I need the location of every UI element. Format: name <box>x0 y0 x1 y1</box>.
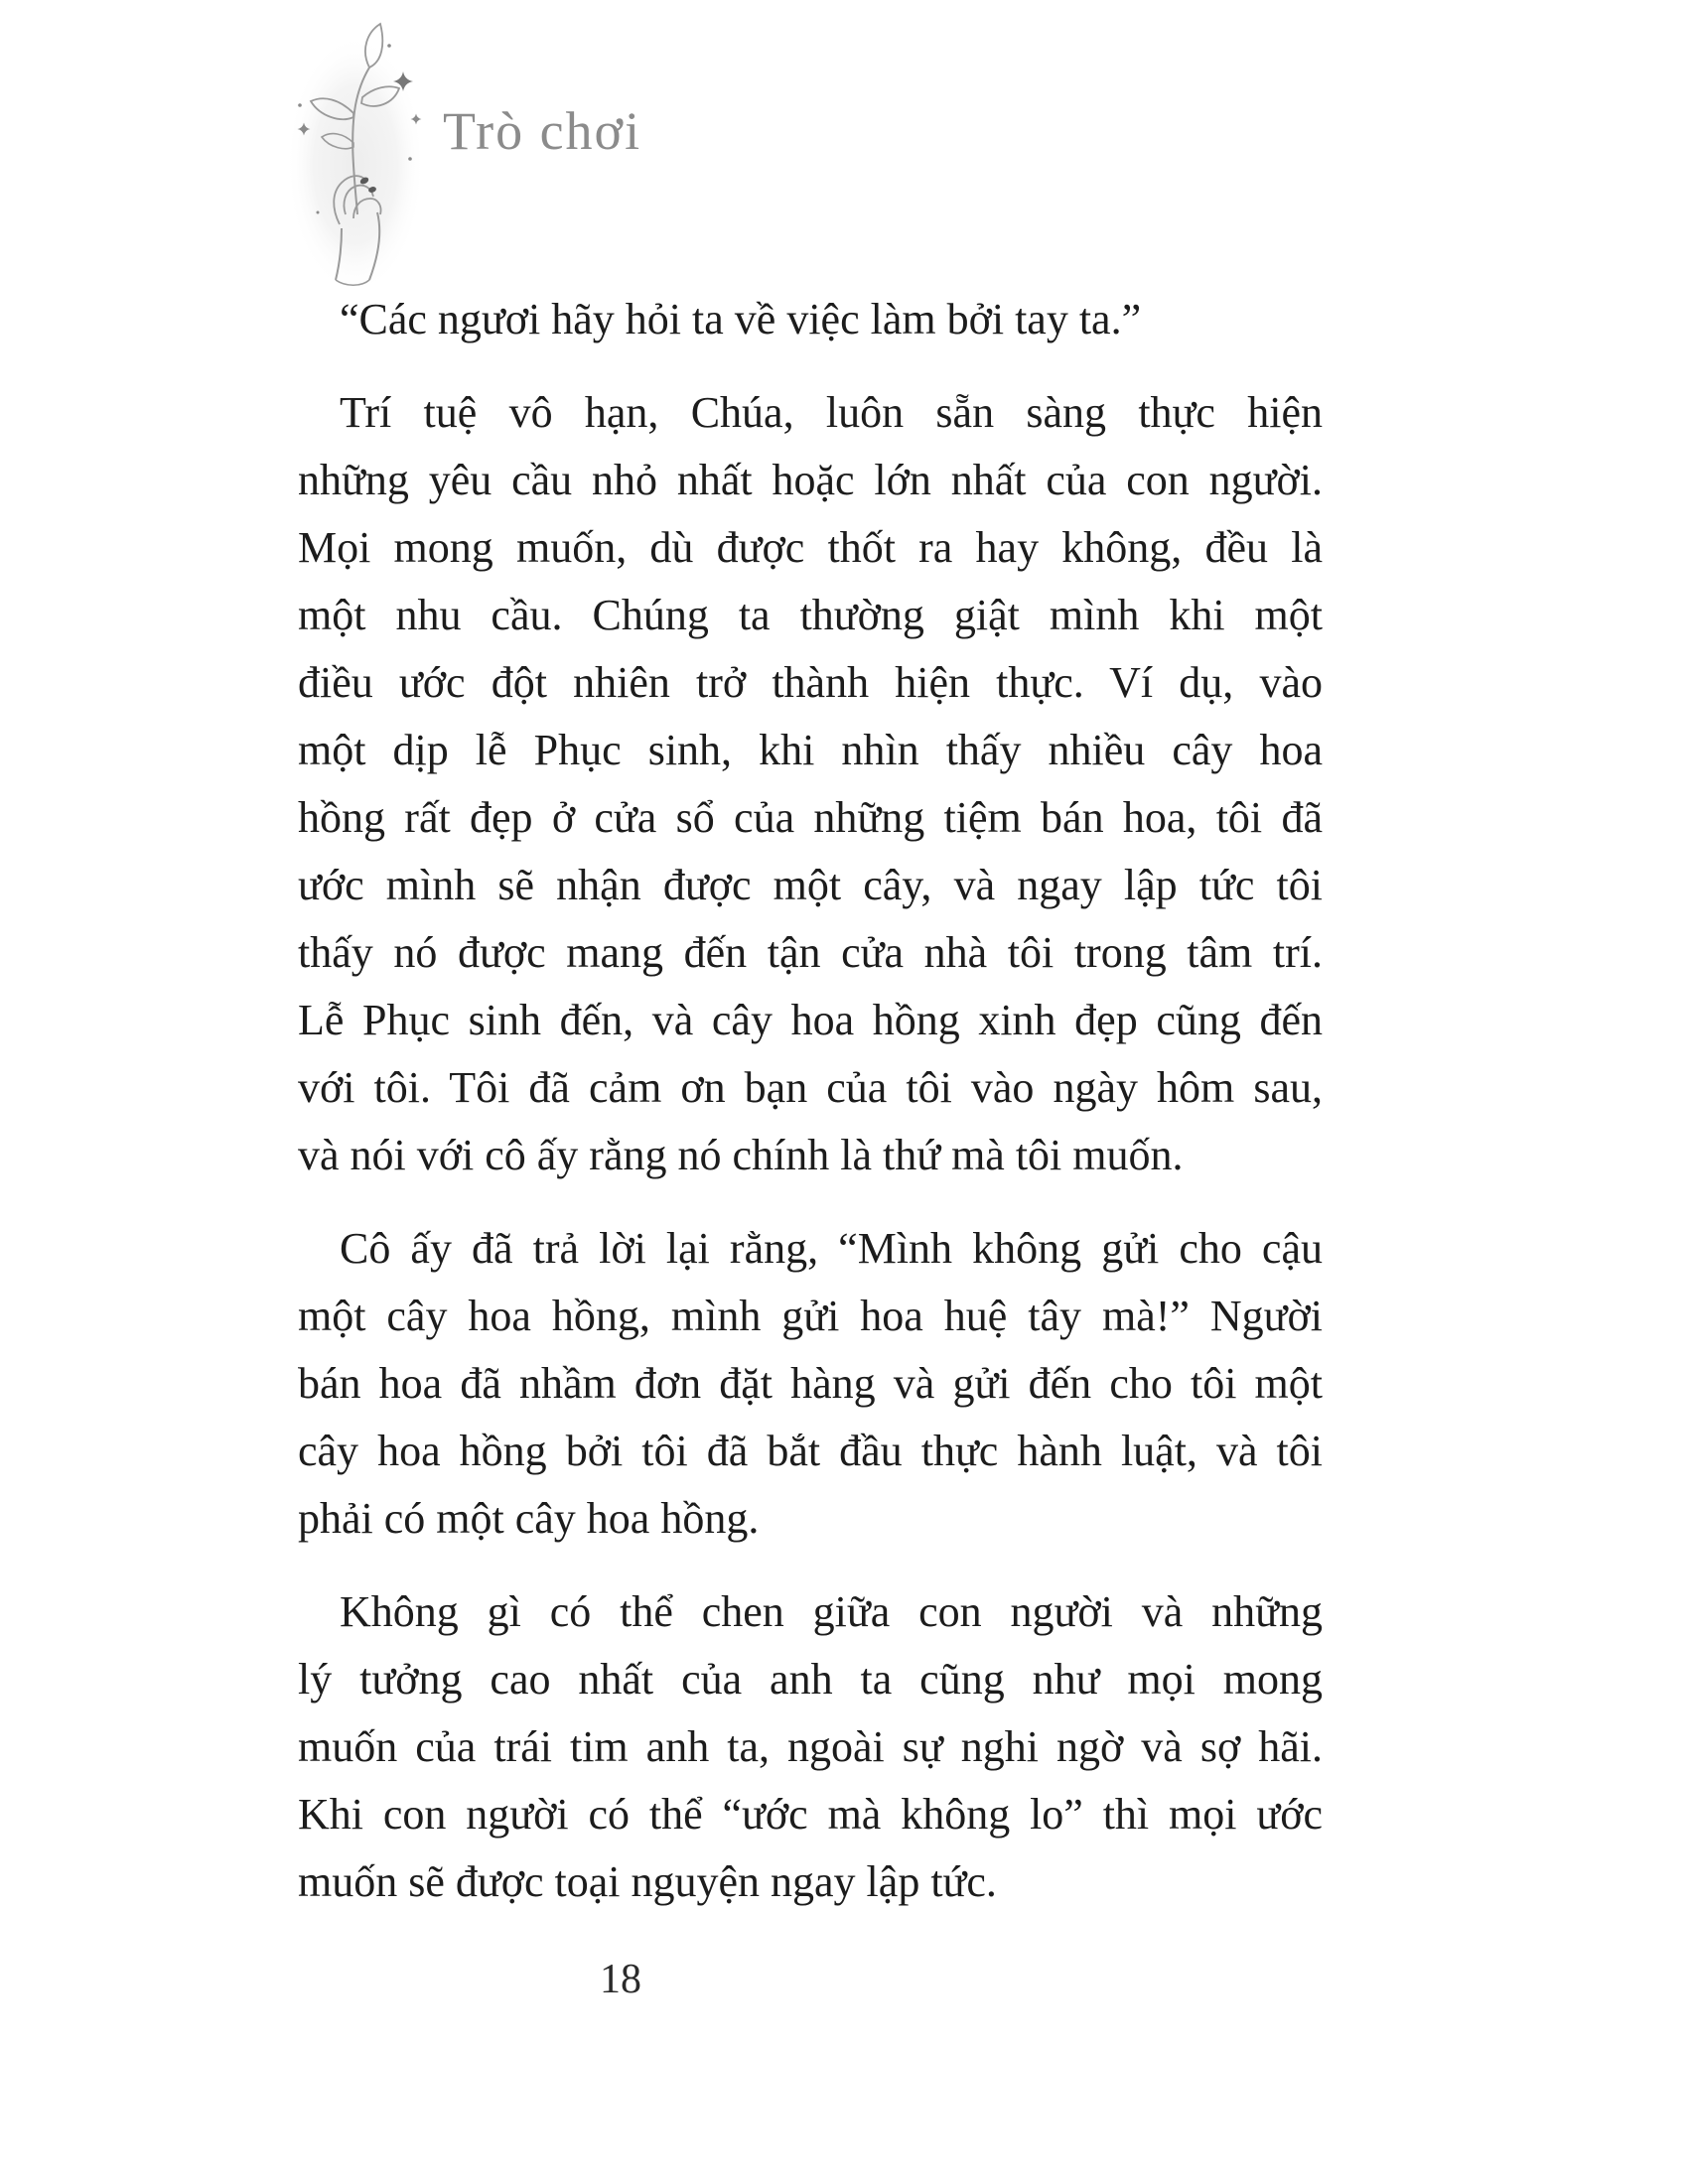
text-line: những yêu cầu nhỏ nhất hoặc lớn nhất của con người. <box>298 456 1323 504</box>
page-number: 18 <box>600 1957 641 2002</box>
text-line: bán hoa đã nhầm đơn đặt hàng và gửi đến cho tôi một <box>298 1359 1323 1408</box>
text-line: Khi con người có thể “ước mà không lo” thì mọi ước <box>298 1790 1323 1839</box>
text-line: lý tưởng cao nhất của anh ta cũng như mọi mong <box>298 1655 1323 1704</box>
text-line: một cây hoa hồng, mình gửi hoa huệ tây mà!” Người <box>298 1292 1323 1340</box>
dot <box>298 103 302 107</box>
dot <box>317 211 320 214</box>
text-line: muốn của trái tim anh ta, ngoài sự nghi ngờ và sợ hãi. <box>298 1722 1323 1771</box>
text-line: cây hoa hồng bởi tôi đã bắt đầu thực hành luật, và tôi <box>298 1427 1323 1475</box>
text-line: một nhu cầu. Chúng ta thường giật mình khi một <box>298 591 1323 639</box>
glow-ellipse <box>286 34 425 296</box>
paragraph <box>298 1215 1323 1553</box>
paragraph <box>298 1578 1323 1916</box>
text-line: Cô ấy đã trả lời lại rằng, “Mình không gửi cho cậu <box>340 1224 1323 1273</box>
paragraph <box>298 379 1323 1189</box>
dot <box>408 157 412 161</box>
text-line: Trí tuệ vô hạn, Chúa, luôn sẵn sàng thực hiện <box>340 388 1323 437</box>
text-line: với tôi. Tôi đã cảm ơn bạn của tôi vào ngày hôm sau, <box>298 1063 1323 1112</box>
text-line: muốn sẽ được toại nguyện ngay lập tức. <box>298 1857 997 1906</box>
text-line: một dịp lễ Phục sinh, khi nhìn thấy nhiều cây hoa <box>298 726 1323 774</box>
paragraph <box>298 286 1323 353</box>
hand-holding-sprig-icon <box>284 18 427 298</box>
text-line: Không gì có thể chen giữa con người và những <box>340 1587 1323 1636</box>
text-line: Lễ Phục sinh đến, và cây hoa hồng xinh đẹp cũng đến <box>298 996 1323 1044</box>
text-line: điều ước đột nhiên trở thành hiện thực. Ví dụ, vào <box>298 658 1323 707</box>
chapter-title: Trò chơi <box>443 101 642 161</box>
text-line: phải có một cây hoa hồng. <box>298 1494 760 1543</box>
text-line: và nói với cô ấy rằng nó chính là thứ mà tôi muốn. <box>298 1131 1184 1179</box>
text-line: Mọi mong muốn, dù được thốt ra hay không, đều là <box>298 523 1323 572</box>
text-line: “Các ngươi hãy hỏi ta về việc làm bởi tay ta.” <box>340 295 1142 343</box>
text-line: hồng rất đẹp ở cửa sổ của những tiệm bán hoa, tôi đã <box>298 793 1323 842</box>
dot <box>387 44 391 48</box>
text-line: thấy nó được mang đến tận cửa nhà tôi trong tâm trí. <box>298 928 1323 977</box>
body-text <box>298 286 1323 1942</box>
text-line: ước mình sẽ nhận được một cây, và ngay lập tức tôi <box>298 861 1323 909</box>
chapter-header <box>0 0 1688 308</box>
